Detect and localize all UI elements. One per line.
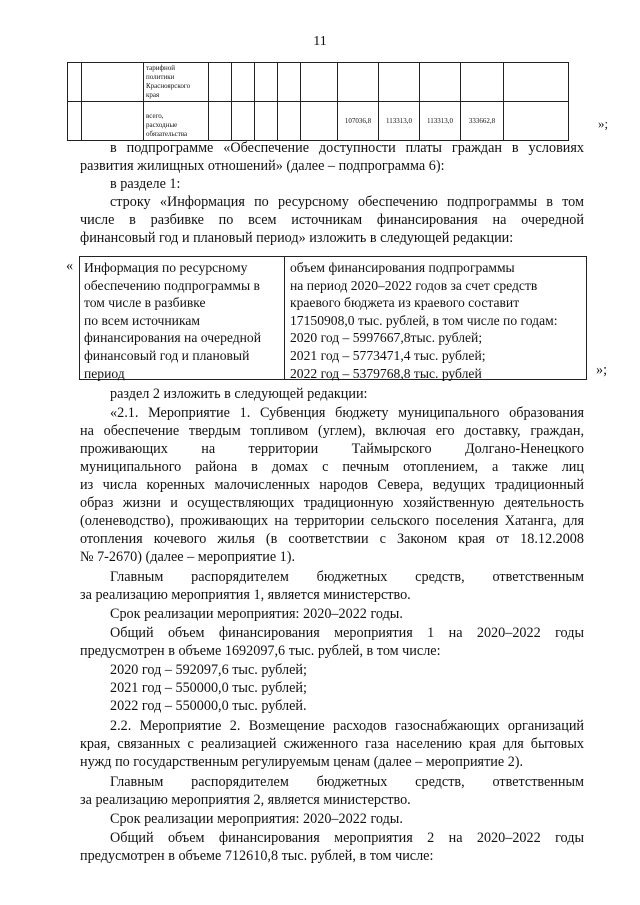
paragraph-line: числе в разбивке по всем источникам финансирования на очередной [80, 212, 584, 228]
paragraph-line: Срок реализации мероприятия: 2020–2022 годы. [110, 606, 403, 622]
table-cell [209, 102, 232, 141]
table-cell [82, 63, 144, 102]
paragraph-line: в подпрограмме «Обеспечение доступности платы граждан в условиях [110, 140, 584, 156]
info-value-line: 17150908,0 тыс. рублей, в том числе по годам: [290, 312, 558, 328]
table-cell [301, 63, 338, 102]
table-row [68, 102, 569, 141]
paragraph-line: раздел 2 изложить в следующей редакции: [110, 386, 368, 402]
cell-text: всего, [146, 112, 164, 120]
table-cell [82, 102, 144, 141]
paragraph-line: отопления кочевого жилья (в соответствии с Законом края от 18.12.2008 [80, 531, 584, 547]
paragraph-line: из числа коренных малочисленных народов Севера, ведущих традиционный [80, 477, 584, 493]
info-value-line: на период 2020–2022 годов за счет средств [290, 277, 538, 293]
paragraph-line: финансовый год и плановый период» изложить в следующей редакции: [80, 230, 514, 246]
table-cell-value: 333662,8 [461, 102, 504, 141]
paragraph-line: 2020 год – 592097,6 тыс. рублей; [110, 662, 307, 678]
table-closing-quote: »; [598, 116, 609, 131]
table-cell-label [144, 63, 209, 102]
paragraph-line: за реализацию мероприятия 2, является министерство. [80, 792, 411, 808]
paragraph-line: муниципального района в домах с печным отоплением, а также лиц [80, 459, 584, 475]
paragraph-line: Общий объем финансирования мероприятия 1 на 2020–2022 годы [110, 625, 584, 641]
cell-text: расходные [146, 121, 178, 129]
paragraph-line: нужд по государственным регулируемым ценам (далее – мероприятие 2). [80, 754, 524, 770]
table-cell [209, 63, 232, 102]
table-cell [232, 63, 255, 102]
resource-info-table [79, 256, 587, 380]
info-value-cell [286, 257, 586, 379]
table-cell-value: 113313,0 [379, 102, 420, 141]
info-label-line: Информация по ресурсному [84, 260, 248, 275]
paragraph-line: строку «Информация по ресурсному обеспечению подпрограммы в том [110, 194, 584, 210]
paragraph-line: образ жизни и осуществляющих традиционную хозяйственную деятельность [80, 495, 584, 511]
table-cell [504, 102, 569, 141]
paragraph-line: Срок реализации мероприятия: 2020–2022 годы. [110, 811, 403, 827]
info-label-line: период [84, 365, 125, 381]
info-value-line: объем финансирования подпрограммы [290, 260, 515, 275]
close-quote: »; [596, 362, 608, 378]
info-value-line: краевого бюджета из краевого составит [290, 295, 520, 311]
paragraph-line: предусмотрен в объеме 1692097,6 тыс. рублей, в том числе: [80, 643, 441, 659]
table-cell [68, 102, 82, 141]
paragraph-line: «2.1. Мероприятие 1. Субвенция бюджету муниципального образования [110, 405, 584, 421]
paragraph-line: 2.2. Мероприятие 2. Возмещение расходов газоснабжающих организаций [110, 718, 584, 734]
cell-text: обязательства [146, 130, 188, 138]
table-cell [278, 63, 301, 102]
info-label-line: по всем источникам [84, 312, 200, 328]
paragraph-line: (оленеводство), проживающих на территории сельского поселения Хатанга, для [80, 513, 584, 529]
cell-text: тарифной [146, 64, 176, 72]
page-number: 11 [313, 34, 327, 49]
table-cell [301, 102, 338, 141]
table-cell [338, 63, 379, 102]
info-label-cell [80, 257, 285, 379]
cell-text: края [146, 91, 160, 99]
paragraph-line: Общий объем финансирования мероприятия 2 на 2020–2022 годы [110, 830, 584, 846]
table-cell-value: 107036,8 [338, 102, 379, 141]
table-cell [379, 63, 420, 102]
info-value-line: 2021 год – 5773471,4 тыс. рублей; [290, 347, 486, 363]
paragraph-line: 2021 год – 550000,0 тыс. рублей; [110, 680, 307, 696]
table-cell-value: 113313,0 [420, 102, 461, 141]
paragraph-line: № 7-2670) (далее – мероприятие 1). [80, 549, 296, 565]
paragraph-line: проживающих на территории Таймырского Долгано-Ненецкого [80, 441, 584, 457]
table-row [68, 63, 569, 102]
table-cell [232, 102, 255, 141]
info-label-line: финансовый год и плановый [84, 347, 250, 363]
table-cell [68, 63, 82, 102]
table-cell [255, 63, 278, 102]
info-label-line: финансирования на очередной [84, 330, 261, 346]
info-label-line: том числе в разбивке [84, 295, 206, 311]
paragraph-line: предусмотрен в объеме 712610,8 тыс. рублей, в том числе: [80, 848, 434, 864]
table-cell-label [144, 102, 209, 141]
info-value-line: 2020 год – 5997667,8тыс. рублей; [290, 330, 483, 346]
paragraph-line: 2022 год – 550000,0 тыс. рублей. [110, 698, 307, 714]
budget-table-fragment [67, 62, 569, 141]
paragraph-line: на обеспечение твердым топливом (углем), включая его доставку, граждан, [80, 423, 584, 439]
table-cell [461, 63, 504, 102]
paragraph-line: Главным распорядителем бюджетных средств, ответственным [110, 774, 584, 790]
cell-text: Красноярского [146, 82, 191, 90]
table-cell [278, 102, 301, 141]
open-quote: « [66, 258, 74, 274]
table-cell [255, 102, 278, 141]
paragraph-line: Главным распорядителем бюджетных средств, ответственным [110, 569, 584, 585]
cell-text: политики [146, 73, 175, 81]
table-cell [504, 63, 569, 102]
table-cell [420, 63, 461, 102]
paragraph-line: развития жилищных отношений» (далее – подпрограмма 6): [80, 158, 445, 174]
info-value-line: 2022 год – 5379768,8 тыс. рублей [290, 365, 482, 381]
paragraph-line: края, связанных с реализацией сжиженного газа населению края для бытовых [80, 736, 584, 752]
paragraph-line: за реализацию мероприятия 1, является министерство. [80, 587, 411, 603]
paragraph-line: в разделе 1: [110, 176, 181, 192]
info-label-line: обеспечению подпрограммы в [84, 277, 260, 293]
